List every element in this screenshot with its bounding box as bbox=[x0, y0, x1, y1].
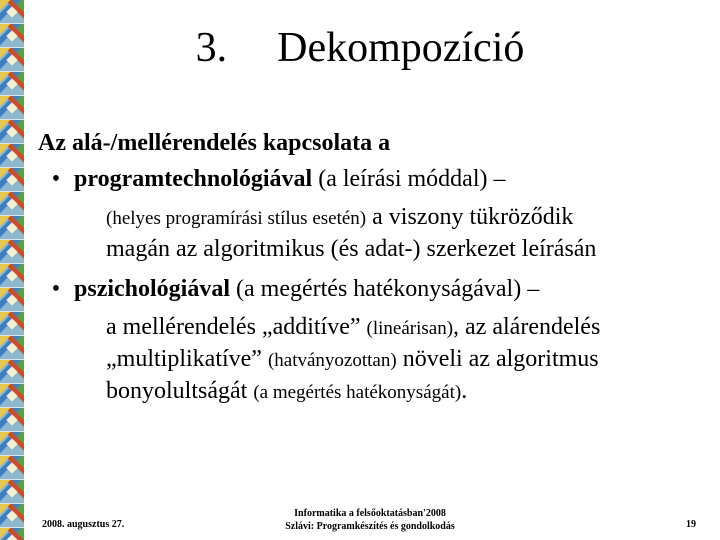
border-tile bbox=[0, 144, 24, 168]
bullet-marker: • bbox=[51, 276, 61, 302]
bullet-2-rest: (a megértés hatékonyságával) – bbox=[230, 276, 540, 302]
border-tile bbox=[0, 264, 24, 288]
bullet-item-1 bbox=[38, 164, 698, 264]
footer-event bbox=[250, 507, 490, 533]
footer-date: 2008. augusztus 27. bbox=[42, 519, 125, 530]
bullet-marker: • bbox=[51, 166, 61, 192]
bullet-2-keyword: pszichológiával bbox=[74, 276, 231, 302]
bullet-2-sub-2a: „multiplikatíve” bbox=[106, 346, 268, 372]
slide-body bbox=[38, 128, 698, 418]
border-tile bbox=[0, 120, 24, 144]
bullet-1-sub-line-1 bbox=[74, 202, 698, 234]
border-tile bbox=[0, 384, 24, 408]
border-tile bbox=[0, 408, 24, 432]
bullet-2-sub bbox=[74, 312, 698, 408]
footer-event-line-1: Informatika a felsőoktatásban'2008 bbox=[294, 508, 446, 519]
bullet-1-head bbox=[74, 164, 698, 194]
bullet-2-sub-3b: . bbox=[461, 378, 468, 404]
bullet-2-sub-line-3 bbox=[74, 376, 698, 408]
decorative-border bbox=[0, 0, 24, 540]
border-tile bbox=[0, 432, 24, 456]
bullet-2-sub-2-small: (hatványozottan) bbox=[267, 350, 397, 371]
border-tile bbox=[0, 528, 24, 540]
border-tile bbox=[0, 72, 24, 96]
border-tile bbox=[0, 0, 24, 24]
bullet-2-sub-3-small: (a megértés hatékonyságát) bbox=[253, 382, 462, 403]
border-tile bbox=[0, 312, 24, 336]
bullet-1-sub-rest: a viszony tükröződik bbox=[366, 204, 574, 230]
footer-event-line-2: Szlávi: Programkészítés és gondolkodás bbox=[285, 521, 455, 532]
bullet-item-2 bbox=[38, 274, 698, 408]
bullet-1-sub-line-2: magán az algoritmikus (és adat-) szerkezet leírásán bbox=[106, 236, 597, 262]
border-tile bbox=[0, 480, 24, 504]
bullet-1-rest: (a leírási móddal) – bbox=[312, 166, 506, 192]
bullet-1-sub bbox=[74, 202, 698, 264]
border-tile bbox=[0, 192, 24, 216]
footer-page-number: 19 bbox=[686, 519, 696, 530]
border-tile bbox=[0, 216, 24, 240]
bullet-2-sub-1b: , az alárendelés bbox=[453, 314, 601, 340]
border-tile bbox=[0, 168, 24, 192]
slide-title bbox=[0, 22, 720, 74]
bullet-2-sub-line-2 bbox=[74, 344, 698, 376]
bullet-2-sub-1a: a mellérendelés „additíve” bbox=[106, 314, 367, 340]
bullet-1-keyword: programtechnológiával bbox=[74, 166, 313, 192]
title-number: 3. bbox=[195, 25, 228, 71]
bullet-1-sub-small: (helyes programírási stílus esetén) bbox=[106, 208, 367, 229]
bullet-2-sub-1-small: (lineárisan) bbox=[366, 318, 454, 339]
bullet-2-sub-line-1 bbox=[74, 312, 698, 344]
title-text: Dekompozíció bbox=[277, 25, 525, 71]
border-tile bbox=[0, 96, 24, 120]
border-tile bbox=[0, 504, 24, 528]
border-tile bbox=[0, 336, 24, 360]
border-tile bbox=[0, 240, 24, 264]
border-tile bbox=[0, 288, 24, 312]
border-tile bbox=[0, 360, 24, 384]
bullet-2-sub-3a: bonyolultságát bbox=[106, 378, 254, 404]
bullet-2-head bbox=[74, 274, 698, 304]
bullet-2-sub-2b: növeli az algoritmus bbox=[396, 346, 599, 372]
border-tile bbox=[0, 456, 24, 480]
intro-line: Az alá-/mellérendelés kapcsolata a bbox=[38, 130, 391, 156]
